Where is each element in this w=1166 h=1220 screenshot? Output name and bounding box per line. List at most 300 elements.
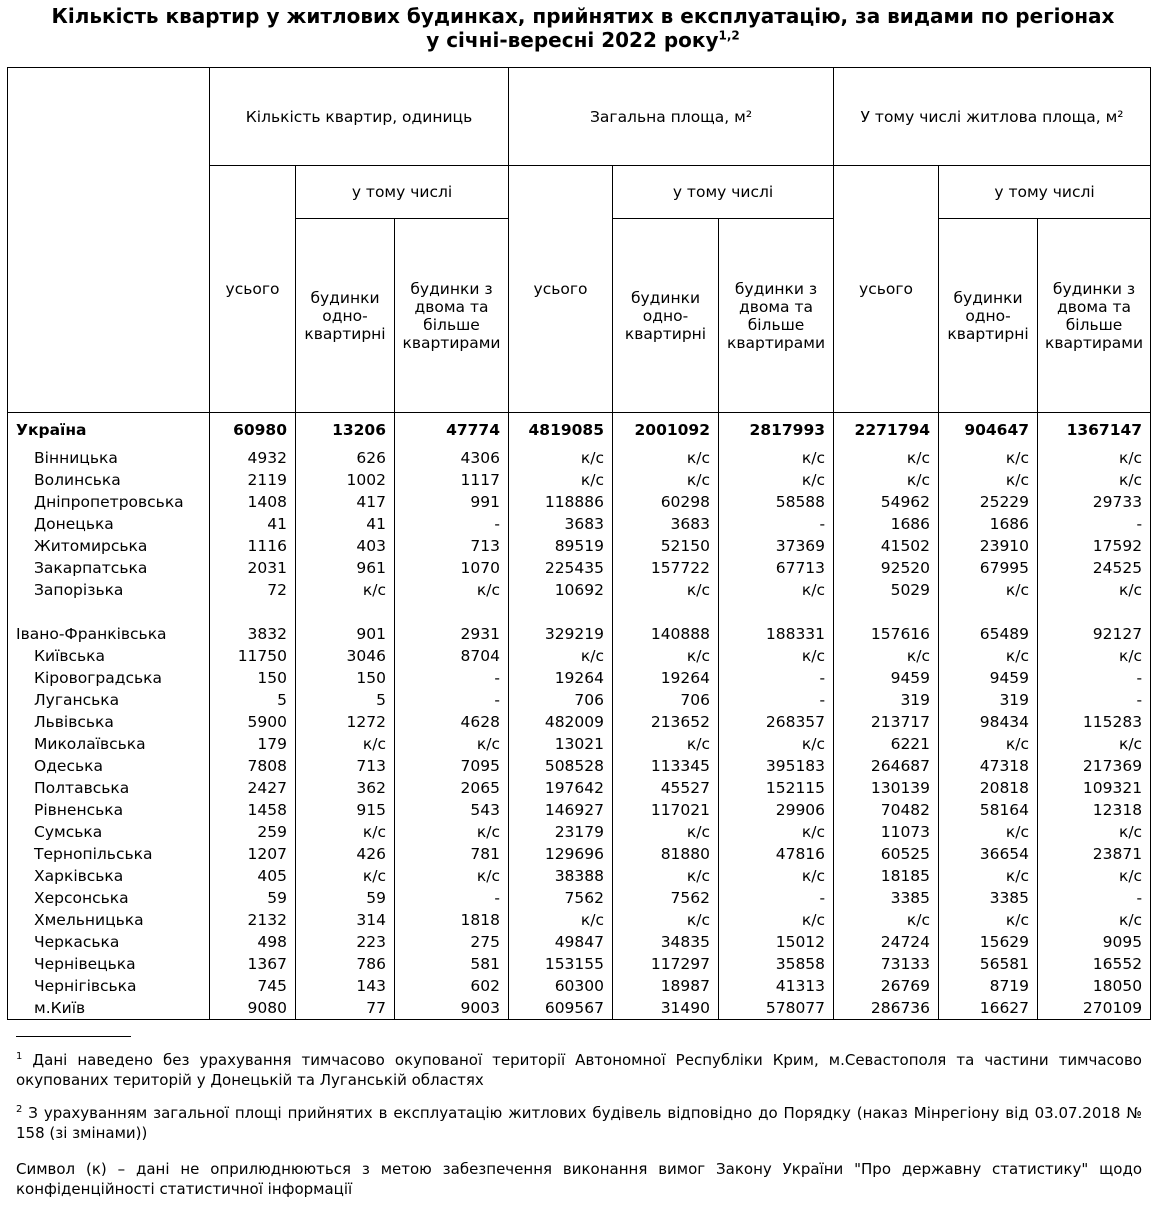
value-cell: к/с [939,579,1038,601]
title-line-1: Кількість квартир у житлових будинках, прийнятих в експлуатацію, за видами по регіонах [51,4,1115,28]
value-cell: 37369 [719,535,834,557]
value-cell: 426 [296,843,395,865]
value-cell: 498 [210,931,296,953]
value-cell: 29733 [1038,491,1151,513]
value-cell: 259 [210,821,296,843]
value-cell: 1002 [296,469,395,491]
region-name: Харківська [8,865,210,887]
value-cell: 23871 [1038,843,1151,865]
value-cell: к/с [509,909,613,931]
value-cell: 2271794 [834,413,939,448]
value-cell: 115283 [1038,711,1151,733]
value-cell: 18987 [613,975,719,997]
value-cell: к/с [1038,865,1151,887]
value-cell: 67995 [939,557,1038,579]
value-cell: 41 [296,513,395,535]
value-cell: 19264 [613,667,719,689]
value-cell: к/с [395,821,509,843]
value-cell: 118886 [509,491,613,513]
value-cell: 150 [296,667,395,689]
value-cell: 915 [296,799,395,821]
value-cell: 9459 [939,667,1038,689]
value-cell: 52150 [613,535,719,557]
value-cell: 1116 [210,535,296,557]
value-cell: к/с [939,865,1038,887]
value-cell: 745 [210,975,296,997]
header-living-including: у тому числі [939,166,1151,219]
value-cell: 405 [210,865,296,887]
value-cell: 117297 [613,953,719,975]
value-cell: 13206 [296,413,395,448]
value-cell: 143 [296,975,395,997]
value-cell: 58164 [939,799,1038,821]
table-row-total [8,413,1151,448]
value-cell: 626 [296,447,395,469]
value-cell: 270109 [1038,997,1151,1020]
region-name: Сумська [8,821,210,843]
title-line-2-text: у січні-вересні 2022 року [426,28,719,52]
value-cell: 2031 [210,557,296,579]
table-row [8,777,1151,799]
value-cell: к/с [613,645,719,667]
table-row [8,887,1151,909]
value-cell: 275 [395,931,509,953]
value-cell: 286736 [834,997,939,1020]
value-cell: 1818 [395,909,509,931]
value-cell: 13021 [509,733,613,755]
table-row [8,997,1151,1020]
value-cell: к/с [939,909,1038,931]
header-living-single: будинки одно-квартирні [939,219,1038,413]
value-cell: 482009 [509,711,613,733]
value-cell: 16552 [1038,953,1151,975]
value-cell: 11073 [834,821,939,843]
value-cell: 29906 [719,799,834,821]
region-name: м.Київ [8,997,210,1020]
region-name: Одеська [8,755,210,777]
value-cell: к/с [1038,645,1151,667]
value-cell: 15629 [939,931,1038,953]
value-cell: 9095 [1038,931,1151,953]
region-name: Миколаївська [8,733,210,755]
value-cell: 9003 [395,997,509,1020]
value-cell: к/с [834,447,939,469]
value-cell: 7562 [613,887,719,909]
table-row [8,799,1151,821]
table-row [8,953,1151,975]
header-group-living-area: У тому числі житлова площа, м² [834,68,1151,166]
value-cell: к/с [834,469,939,491]
table-row [8,909,1151,931]
value-cell: 1070 [395,557,509,579]
value-cell: 65489 [939,601,1038,645]
value-cell: к/с [719,865,834,887]
value-cell: к/с [939,645,1038,667]
region-name: Тернопільська [8,843,210,865]
value-cell: 19264 [509,667,613,689]
value-cell: - [1038,689,1151,711]
value-cell: 197642 [509,777,613,799]
header-flats-including: у тому числі [296,166,509,219]
value-cell: - [395,689,509,711]
value-cell: 8704 [395,645,509,667]
value-cell: 129696 [509,843,613,865]
value-cell: 89519 [509,535,613,557]
header-area-multi: будинки з двома та більше квартирами [719,219,834,413]
table-row [8,447,1151,469]
value-cell: 16627 [939,997,1038,1020]
header-flats-single: будинки одно-квартирні [296,219,395,413]
region-name: Київська [8,645,210,667]
value-cell: к/с [939,821,1038,843]
region-name: Запорізька [8,579,210,601]
value-cell: 4628 [395,711,509,733]
header-group-total-area: Загальна площа, м² [509,68,834,166]
value-cell: 41313 [719,975,834,997]
value-cell: 1207 [210,843,296,865]
value-cell: 92520 [834,557,939,579]
value-cell: 35858 [719,953,834,975]
table-row [8,601,1151,645]
value-cell: 2427 [210,777,296,799]
value-cell: 98434 [939,711,1038,733]
value-cell: к/с [719,469,834,491]
header-living-multi: будинки з двома та більше квартирами [1038,219,1151,413]
value-cell: 3683 [613,513,719,535]
page-title [0,4,1166,52]
title-line-2 [0,28,1166,52]
value-cell: 319 [939,689,1038,711]
value-cell: 2001092 [613,413,719,448]
value-cell: к/с [939,733,1038,755]
value-cell: 130139 [834,777,939,799]
region-name: Рівненська [8,799,210,821]
value-cell: к/с [613,909,719,931]
header-area-including: у тому числі [613,166,834,219]
table-row [8,667,1151,689]
value-cell: - [1038,513,1151,535]
header-area-total: усього [509,166,613,413]
value-cell: 319 [834,689,939,711]
value-cell: 60300 [509,975,613,997]
value-cell: 223 [296,931,395,953]
value-cell: 146927 [509,799,613,821]
value-cell: 3046 [296,645,395,667]
value-cell: - [719,689,834,711]
value-cell: - [395,667,509,689]
value-cell: 47774 [395,413,509,448]
value-cell: 7095 [395,755,509,777]
value-cell: - [1038,887,1151,909]
region-name: Україна [8,413,210,448]
value-cell: 38388 [509,865,613,887]
region-name: Вінницька [8,447,210,469]
value-cell: - [395,887,509,909]
value-cell: - [719,667,834,689]
table-row [8,535,1151,557]
value-cell: 4819085 [509,413,613,448]
value-cell: 225435 [509,557,613,579]
value-cell: - [1038,667,1151,689]
value-cell: 150 [210,667,296,689]
value-cell: 2931 [395,601,509,645]
value-cell: к/с [834,909,939,931]
value-cell: 213717 [834,711,939,733]
housing-table [7,67,1151,1020]
table-row [8,689,1151,711]
value-cell: 12318 [1038,799,1151,821]
symbol-note: Символ (к) – дані не оприлюднюються з метою забезпечення виконання вимог Закону України "Про державну статистику" щодо конфіденційності статистичної інформації [16,1160,1142,1198]
value-cell: 1272 [296,711,395,733]
value-cell: 268357 [719,711,834,733]
value-cell: к/с [939,447,1038,469]
value-cell: 23910 [939,535,1038,557]
value-cell: к/с [509,645,613,667]
value-cell: к/с [395,733,509,755]
footnote-separator [16,1036,131,1037]
footnote-2-text: З урахуванням загальної площі прийнятих в експлуатацію житлових будівель відповідно до Порядку (наказ Мінрегіону від 03.07.2018 № 158 (зі змінами)) [16,1104,1142,1142]
value-cell: 9459 [834,667,939,689]
value-cell: 4932 [210,447,296,469]
value-cell: 153155 [509,953,613,975]
table-header [8,68,1151,413]
value-cell: к/с [613,821,719,843]
value-cell: 23179 [509,821,613,843]
value-cell: к/с [613,447,719,469]
value-cell: 1367 [210,953,296,975]
value-cell: 60980 [210,413,296,448]
value-cell: 2065 [395,777,509,799]
footnote-2 [16,1100,1142,1143]
value-cell: 264687 [834,755,939,777]
value-cell: 36654 [939,843,1038,865]
value-cell: 1458 [210,799,296,821]
value-cell: к/с [939,469,1038,491]
value-cell: 70482 [834,799,939,821]
value-cell: - [719,887,834,909]
value-cell: 117021 [613,799,719,821]
table-row [8,491,1151,513]
value-cell: 713 [395,535,509,557]
region-name: Кіровоградська [8,667,210,689]
value-cell: 41502 [834,535,939,557]
value-cell: 10692 [509,579,613,601]
value-cell: 213652 [613,711,719,733]
value-cell: 109321 [1038,777,1151,799]
value-cell: к/с [613,579,719,601]
title-superscript: 1,2 [718,28,740,43]
table-row [8,711,1151,733]
region-name: Херсонська [8,887,210,909]
value-cell: 6221 [834,733,939,755]
value-cell: 403 [296,535,395,557]
region-name: Волинська [8,469,210,491]
value-cell: 578077 [719,997,834,1020]
value-cell: 602 [395,975,509,997]
footnote-1 [16,1047,1142,1090]
value-cell: к/с [719,733,834,755]
value-cell: к/с [613,865,719,887]
value-cell: 1686 [939,513,1038,535]
value-cell: 47318 [939,755,1038,777]
table-row [8,821,1151,843]
value-cell: 417 [296,491,395,513]
value-cell: 24525 [1038,557,1151,579]
value-cell: к/с [296,821,395,843]
value-cell: 92127 [1038,601,1151,645]
value-cell: 2132 [210,909,296,931]
value-cell: 7562 [509,887,613,909]
footnote-2-mark: 2 [16,1104,23,1115]
region-name: Донецька [8,513,210,535]
value-cell: к/с [613,733,719,755]
value-cell: 901 [296,601,395,645]
region-name: Чернігівська [8,975,210,997]
value-cell: 3385 [939,887,1038,909]
value-cell: к/с [719,579,834,601]
value-cell: 314 [296,909,395,931]
value-cell: 41 [210,513,296,535]
region-name: Житомирська [8,535,210,557]
value-cell: 5900 [210,711,296,733]
value-cell: 47816 [719,843,834,865]
value-cell: 24724 [834,931,939,953]
value-cell: 5 [210,689,296,711]
value-cell: к/с [296,865,395,887]
header-flats-total: усього [210,166,296,413]
value-cell: к/с [1038,909,1151,931]
value-cell: 15012 [719,931,834,953]
value-cell: 1367147 [1038,413,1151,448]
value-cell: 609567 [509,997,613,1020]
header-stub [8,68,210,413]
value-cell: к/с [509,469,613,491]
value-cell: к/с [613,469,719,491]
value-cell: 2817993 [719,413,834,448]
region-name: Черкаська [8,931,210,953]
value-cell: 18185 [834,865,939,887]
table-row [8,755,1151,777]
value-cell: 49847 [509,931,613,953]
value-cell: 508528 [509,755,613,777]
table-row [8,557,1151,579]
value-cell: 157616 [834,601,939,645]
value-cell: 904647 [939,413,1038,448]
table-row [8,469,1151,491]
value-cell: 11750 [210,645,296,667]
value-cell: 140888 [613,601,719,645]
value-cell: к/с [1038,733,1151,755]
value-cell: 8719 [939,975,1038,997]
value-cell: 72 [210,579,296,601]
value-cell: 73133 [834,953,939,975]
value-cell: 706 [509,689,613,711]
value-cell: 1686 [834,513,939,535]
value-cell: 179 [210,733,296,755]
value-cell: 18050 [1038,975,1151,997]
table-row [8,843,1151,865]
value-cell: к/с [1038,447,1151,469]
value-cell: 5 [296,689,395,711]
value-cell: к/с [1038,579,1151,601]
value-cell: 26769 [834,975,939,997]
region-name: Луганська [8,689,210,711]
value-cell: 3385 [834,887,939,909]
table-row [8,645,1151,667]
value-cell: - [719,513,834,535]
value-cell: к/с [719,645,834,667]
value-cell: 31490 [613,997,719,1020]
value-cell: 2119 [210,469,296,491]
value-cell: 59 [210,887,296,909]
value-cell: 3683 [509,513,613,535]
header-flats-multi: будинки з двома та більше квартирами [395,219,509,413]
value-cell: 67713 [719,557,834,579]
value-cell: 706 [613,689,719,711]
value-cell: 581 [395,953,509,975]
value-cell: 81880 [613,843,719,865]
value-cell: 56581 [939,953,1038,975]
table-body [8,413,1151,1020]
value-cell: 786 [296,953,395,975]
value-cell: 217369 [1038,755,1151,777]
value-cell: к/с [395,579,509,601]
table-row [8,513,1151,535]
value-cell: 54962 [834,491,939,513]
value-cell: 1117 [395,469,509,491]
value-cell: 9080 [210,997,296,1020]
value-cell: к/с [296,579,395,601]
header-living-total: усього [834,166,939,413]
value-cell: 5029 [834,579,939,601]
value-cell: 60525 [834,843,939,865]
header-group-flats: Кількість квартир, одиниць [210,68,509,166]
value-cell: 34835 [613,931,719,953]
table-row [8,865,1151,887]
value-cell: к/с [719,821,834,843]
value-cell: 17592 [1038,535,1151,557]
value-cell: 781 [395,843,509,865]
value-cell: 152115 [719,777,834,799]
value-cell: 113345 [613,755,719,777]
value-cell: 543 [395,799,509,821]
table-row [8,733,1151,755]
value-cell: 20818 [939,777,1038,799]
value-cell: 7808 [210,755,296,777]
header-area-single: будинки одно-квартирні [613,219,719,413]
value-cell: 4306 [395,447,509,469]
table-row [8,931,1151,953]
region-name: Закарпатська [8,557,210,579]
footnote-1-mark: 1 [16,1051,23,1062]
region-name: Львівська [8,711,210,733]
value-cell: 1408 [210,491,296,513]
value-cell: 60298 [613,491,719,513]
value-cell: 395183 [719,755,834,777]
value-cell: к/с [1038,821,1151,843]
table-row [8,975,1151,997]
value-cell: 329219 [509,601,613,645]
value-cell: к/с [834,645,939,667]
value-cell: к/с [719,909,834,931]
value-cell: к/с [296,733,395,755]
value-cell: к/с [509,447,613,469]
region-name: Дніпропетровська [8,491,210,513]
value-cell: 991 [395,491,509,513]
region-name: Івано-Франківська [8,601,210,645]
table-row [8,579,1151,601]
value-cell: 3832 [210,601,296,645]
